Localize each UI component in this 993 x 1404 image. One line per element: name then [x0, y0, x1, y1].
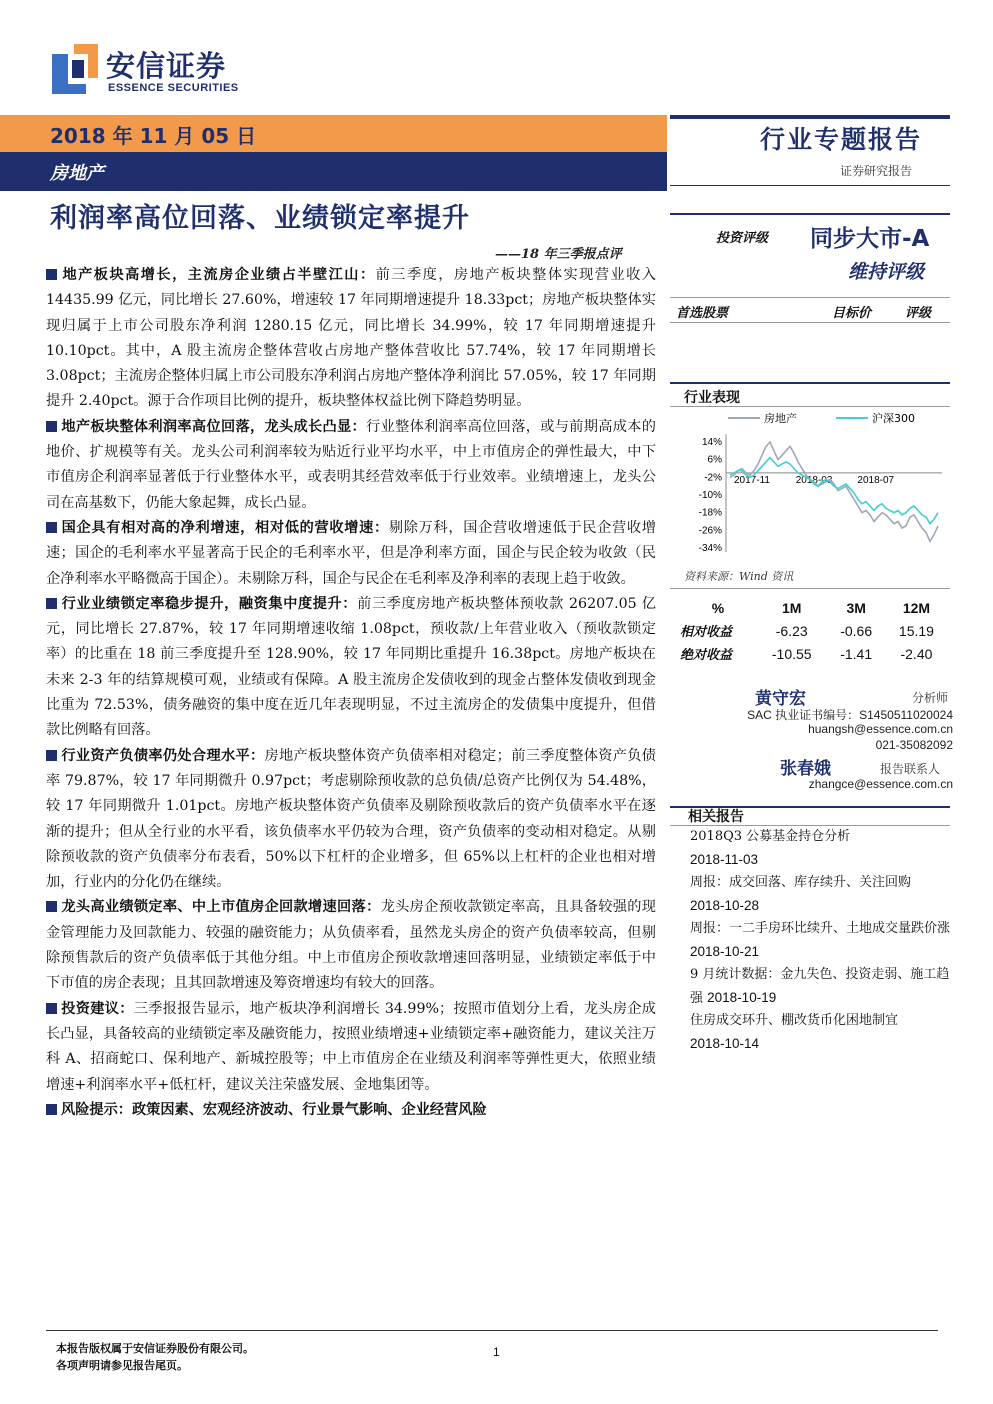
y-tick-label: -34% — [698, 543, 722, 554]
page-title: 利润率高位回落、业绩锁定率提升 — [50, 203, 470, 234]
brand-name-en: ESSENCE SECURITIES — [108, 82, 239, 94]
row-label: 绝对收益 — [680, 648, 733, 663]
divider — [46, 1330, 938, 1331]
page-number: 1 — [493, 1345, 500, 1359]
related-item[interactable] — [690, 826, 950, 872]
related-date: 2018-10-19 — [707, 989, 777, 1005]
paragraph-lead: 龙头高业绩锁定率、中上市值房企回款增速回落： — [61, 899, 381, 916]
paragraph — [46, 895, 656, 996]
paragraph — [46, 592, 656, 744]
y-tick-label: 6% — [707, 454, 722, 466]
related-title: 住房成交环升、棚改货币化困地制宜 — [690, 1013, 899, 1028]
analyst-phone: 021-35082092 — [875, 738, 953, 752]
bullet-square-icon — [46, 522, 57, 533]
footer-disclaimer: 各项声明请参见报告尾页。 — [56, 1359, 188, 1372]
x-tick-label: 2018-07 — [857, 474, 895, 486]
y-tick-label: -18% — [698, 507, 722, 519]
divider — [670, 588, 950, 589]
related-item[interactable] — [690, 964, 950, 1010]
paragraph — [46, 516, 656, 592]
related-date: 2018-10-21 — [690, 943, 760, 959]
table-header: 3M — [846, 600, 866, 616]
related-date: 2018-10-14 — [690, 1035, 760, 1051]
paragraph-text: 前三季度房地产板块整体预收款 26207.05 亿元，同比增长 27.87%，较 17 年同期增速收缩 1.08pct，预收款/上年营业收入（预收款锁定率）的比重在 18 前三季度提升至 128.90%，较 17 年同期比重提升 16.38pct。房地产板块在未来 2-3 年的结算规模可观，业绩或有保障。A 股主流房企发债收到的现金占整体发债收到现金比重为 72.53%，债务融资的集中度在近几年表现明显，不过主流房企的发债集中度提升，但借款比例略有回落。 — [46, 595, 656, 739]
paragraph-text: 前三季度，房地产板块整体实现营业收入 14435.99 亿元，同比增长 27.60%，增速较 17 年同期增速提升 18.33pct；房地产板块整体实现归属于上市公司股东净利润 1280.15 亿元，同比增长 34.99%，较 17 年同期增速提升 10.10pct。其中，A 股主流房企整体营收占房地产整体营收比 57.74%，较 17 年同期增长 3.08pct；主流房企整体归属上市公司股东净利润占房地产整体净利润比 57.05%，较 17 年同期提升 2.40pct。源于合作项目比例的提升，板块整体权益比例下降趋势明显。 — [46, 267, 656, 410]
paragraph-lead: 地产板块高增长，主流房企业绩占半壁江山： — [61, 267, 376, 283]
paragraph — [46, 415, 656, 516]
related-item[interactable] — [690, 918, 950, 964]
analyst-email[interactable]: huangsh@essence.com.cn — [808, 722, 953, 736]
y-tick-label: -10% — [698, 490, 722, 501]
stock-table-header: 目标价 — [832, 306, 872, 321]
bullet-square-icon — [46, 598, 57, 609]
analyst-cert: SAC 执业证书编号：S1450511020024 — [747, 708, 953, 722]
chart-legend — [728, 411, 915, 425]
series-line-0 — [730, 442, 938, 541]
paragraph-text: 剔除万科，国企营收增速低于民企营收增速；国企的毛利率水平显著高于民企的毛利率水平，但是净利率方面，国企与民企较为收敛（民企净利率水平略微高于国企）。未剔除万科，国企与民企在毛利率及净利率的表现上趋于收敛。 — [46, 519, 656, 587]
page-subtitle: ——18 年三季报点评 — [495, 247, 622, 262]
table-cell: -0.66 — [840, 622, 873, 639]
analyst-role: 分析师 — [912, 691, 949, 705]
table-cell: -10.55 — [771, 645, 812, 662]
paragraph-lead: 行业业绩锁定率稳步提升，融资集中度提升： — [61, 595, 358, 612]
performance-chart — [670, 406, 950, 564]
related-title: 2018Q3 公募基金持仓分析 — [690, 829, 851, 844]
y-tick-label: -26% — [698, 525, 722, 537]
stock-table-header: 首选股票 — [676, 306, 729, 321]
sector-label: 房地产 — [50, 163, 104, 184]
performance-table — [680, 597, 948, 665]
chart-source: 资料来源：Wind 资讯 — [684, 570, 794, 583]
bullet-square-icon — [46, 421, 57, 432]
table-header: 12M — [902, 600, 931, 616]
table-cell: -1.41 — [840, 645, 873, 662]
table-cell: -6.23 — [775, 622, 808, 639]
related-item[interactable] — [690, 1010, 950, 1056]
paragraph — [46, 997, 656, 1098]
rating-value: 同步大市-A — [810, 226, 930, 252]
legend-label-1: 沪深300 — [872, 412, 915, 425]
paragraph-text: 龙头房企预收款锁定率高，且具备较强的现金管理能力及回款能力、较强的融资能力；从负债率看，虽然龙头房企的资产负债率较高，但剔除预售款后的资产负债率低于其他分组。中上市值房企预收款增速回落明显，业绩锁定率低于中下市值的房企表现；且其回款增速及筹资增速均有较大的回落。 — [46, 899, 656, 992]
paragraph-lead: 行业资产负债率仍处合理水平： — [61, 747, 265, 764]
report-subtype: 证券研究报告 — [840, 164, 913, 178]
row-label: 相对收益 — [680, 625, 733, 640]
bullet-square-icon — [46, 269, 57, 280]
report-type: 行业专题报告 — [760, 125, 923, 154]
related-title: 周报：一二手房环比续升、土地成交量跌价涨 — [690, 921, 951, 936]
paragraph-lead: 地产板块整体利润率高位回落，龙头成长凸显： — [61, 418, 367, 435]
table-row — [680, 642, 948, 665]
divider — [670, 382, 950, 384]
contact-email[interactable]: zhangce@essence.com.cn — [808, 777, 953, 791]
analyst-name: 黄守宏 — [755, 689, 806, 709]
paragraph-text: 三季报报告显示，地产板块净利润增长 34.99%；按照市值划分上看，龙头房企成长凸显，具备较高的业绩锁定率及融资能力，按照业绩增速+业绩锁定率+融资能力，建议关注万科 A、招商蛇口、保利地产、新城控股等；中上市值房企在业绩及利润率等弹性更大，依照业绩增速+利润率水平+低杠杆，建议关注荣盛发展、金地集团等。 — [46, 1000, 656, 1093]
divider — [670, 115, 950, 119]
divider — [670, 185, 950, 186]
y-tick-label: 14% — [701, 437, 722, 448]
bullet-square-icon — [46, 750, 57, 761]
related-title: 周报：成交回落、库存续升、关注回购 — [690, 875, 912, 890]
table-cell: -2.40 — [900, 645, 933, 662]
related-date: 2018-11-03 — [690, 851, 759, 867]
bullet-square-icon — [46, 1003, 57, 1014]
report-body — [46, 263, 656, 1123]
report-date: 2018 年 11 月 05 日 — [50, 124, 257, 148]
related-title: 9 月统计数据：金九失色、投资走弱、施工趋强 — [690, 967, 950, 1006]
bullet-square-icon — [46, 901, 57, 912]
rating-action: 维持评级 — [848, 261, 925, 283]
logo-icon — [52, 44, 98, 94]
related-title: 相关报告 — [688, 809, 744, 825]
table-cell: 15.19 — [898, 622, 934, 639]
paragraph-lead: 投资建议： — [61, 1000, 134, 1017]
table-header: % — [711, 600, 725, 616]
divider — [670, 213, 950, 215]
paragraph — [46, 263, 656, 415]
bullet-square-icon — [46, 1104, 57, 1115]
x-tick-label: 2017-11 — [734, 474, 770, 486]
divider — [670, 322, 950, 323]
related-date: 2018-10-28 — [690, 897, 760, 913]
stock-table-header: 评级 — [905, 306, 932, 321]
legend-label-0: 房地产 — [764, 412, 797, 425]
paragraph-text: 房地产板块整体资产负债率相对稳定；前三季度整体资产负债率 79.87%，较 17 年同期微升 0.97pct；考虑剔除预收款的总负债/总资产比例仅为 54.48%，较 17 年同期微升 1.01pct。房地产板块整体资产负债率及剔除预收款后的资产负债率水平在逐渐的提升；但从全行业的水平看，该负债率水平仍较为合理，资产负债率的变动相对稳定。从剔除预收款的资产负债率分布表看，50%以下杠杆的企业增多，但 65%以上杠杆的企业也相对增加，行业内的分化仍在继续。 — [46, 747, 656, 891]
table-header: 1M — [782, 600, 802, 616]
footer-copyright: 本报告版权属于安信证券股份有限公司。 — [56, 1342, 254, 1355]
paragraph-lead: 国企具有相对高的净利增速，相对低的营收增速： — [61, 519, 389, 536]
x-tick-label: 2018-03 — [795, 474, 833, 486]
series-line-1 — [730, 458, 938, 524]
y-tick-label: -2% — [704, 472, 722, 484]
paragraph — [46, 1098, 656, 1123]
rating-label: 投资评级 — [716, 231, 769, 246]
contact-role: 报告联系人 — [880, 762, 941, 776]
brand-name-cn: 安信证券 — [106, 49, 227, 83]
performance-title: 行业表现 — [684, 390, 740, 406]
divider — [670, 297, 950, 298]
table-row — [680, 619, 948, 642]
related-list — [690, 826, 950, 1056]
paragraph — [46, 744, 656, 896]
paragraph-text: 行业整体利润率高位回落，或与前期高成本的地价、扩规模等有关。龙头公司利润率较为贴近行业平均水平，中上市值房企的弹性最大，中下市值房企利润率显著低于行业整体水平，或表明其经营效率低于行业效率。业绩增速上，龙头公司在高基数下，仍能大象起舞，成长凸显。 — [46, 418, 656, 511]
risk-warning: 风险提示：政策因素、宏观经济波动、行业景气影响、企业经营风险 — [61, 1101, 487, 1118]
table-header-row — [680, 597, 948, 619]
contact-name: 张春娥 — [780, 759, 831, 779]
related-item[interactable] — [690, 872, 950, 918]
